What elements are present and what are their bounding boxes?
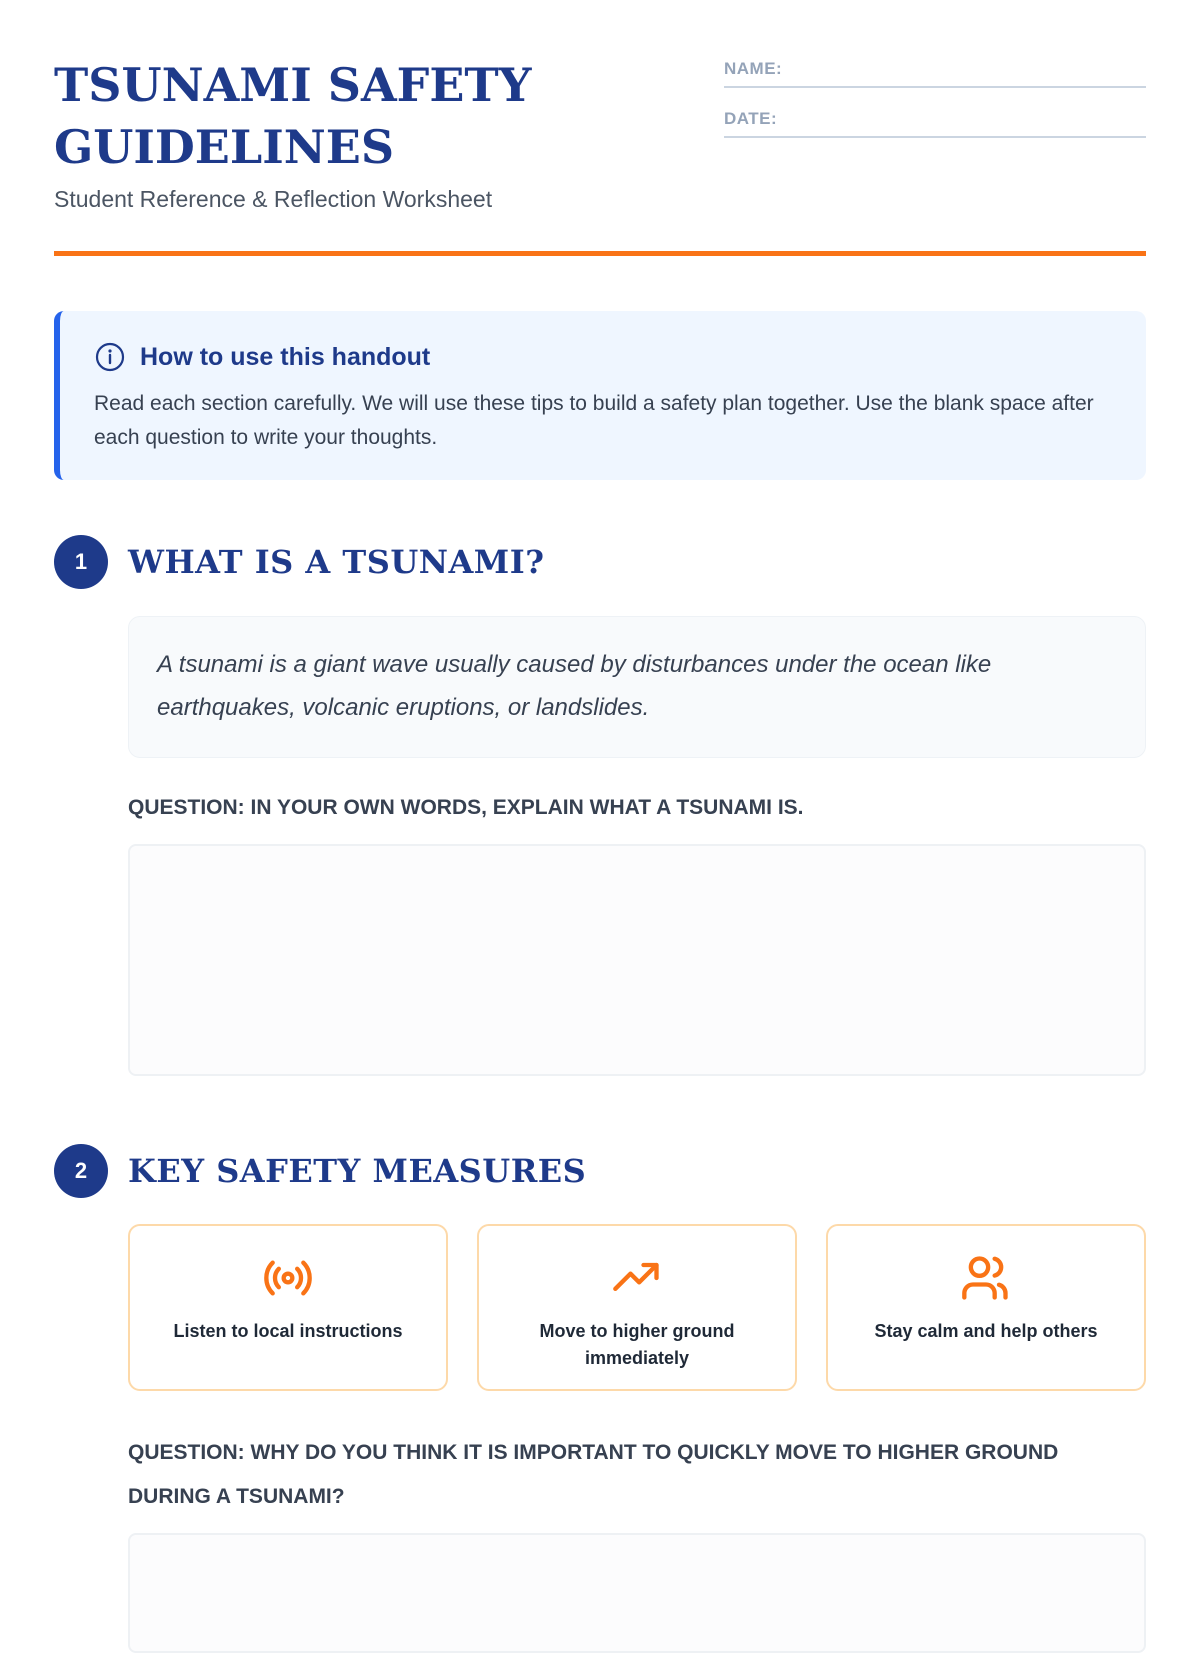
- date-field[interactable]: [724, 102, 1146, 138]
- instructions-title: How to use this handout: [140, 342, 431, 371]
- section-title: KEY SAFETY MEASURES: [128, 1152, 587, 1190]
- answer-box-2[interactable]: [128, 1533, 1146, 1653]
- page-title: TSUNAMI SAFETY GUIDELINES: [54, 58, 532, 174]
- header-divider: [54, 251, 1146, 256]
- page-subtitle: Student Reference & Reflection Worksheet: [54, 186, 493, 212]
- name-field[interactable]: [724, 52, 1146, 88]
- section-2-header: [54, 1144, 586, 1198]
- safety-card-label: Move to higher ground immediately: [539, 1321, 735, 1368]
- definition-box: A tsunami is a giant wave usually caused by disturbances under the ocean like earthquakes, volcanic eruptions, or landslides.: [128, 616, 1146, 758]
- instructions-header: [94, 341, 1106, 373]
- section-number-badge: 1: [54, 535, 108, 589]
- safety-card-label: Stay calm and help others: [874, 1321, 1098, 1341]
- worksheet-page: [54, 0, 1146, 1600]
- date-label: DATE:: [724, 109, 778, 128]
- question-2: QUESTION: WHY DO YOU THINK IT IS IMPORTANT TO QUICKLY MOVE TO HIGHER GROUND DURING A TSUNAMI?: [128, 1441, 1059, 1508]
- section-title: WHAT IS A TSUNAMI?: [128, 543, 545, 581]
- safety-measures-cards: [128, 1224, 1146, 1391]
- student-info-fields: [724, 52, 1146, 152]
- instructions-box: [54, 311, 1146, 480]
- section-number-badge: 2: [54, 1144, 108, 1198]
- users-icon: [960, 1252, 1012, 1304]
- question-1: QUESTION: IN YOUR OWN WORDS, EXPLAIN WHAT A TSUNAMI IS.: [128, 796, 804, 819]
- safety-card: [826, 1224, 1146, 1391]
- answer-box-1[interactable]: [128, 844, 1146, 1076]
- instructions-text: Read each section carefully. We will use these tips to build a safety plan together. Use the blank space after each question to write your thoughts.: [94, 392, 1094, 449]
- section-1-header: [54, 535, 544, 589]
- broadcast-icon: [262, 1252, 314, 1304]
- info-circle-icon: [94, 341, 126, 373]
- safety-card: [477, 1224, 797, 1391]
- name-label: NAME:: [724, 59, 783, 78]
- trending-up-icon: [611, 1252, 663, 1304]
- safety-card: [128, 1224, 448, 1391]
- safety-card-label: Listen to local instructions: [173, 1321, 403, 1341]
